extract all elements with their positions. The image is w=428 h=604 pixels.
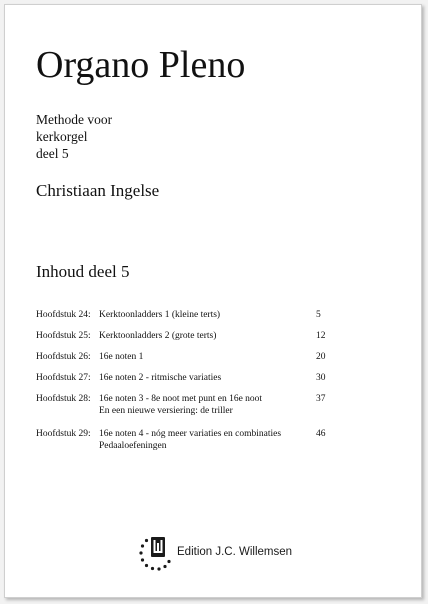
toc-entry (36, 372, 356, 393)
document-page (4, 4, 422, 598)
toc-title (99, 351, 143, 363)
toc-page-number: 46 (316, 429, 326, 439)
toc-title-line: Kerktoonladders 2 (grote terts) (99, 331, 217, 341)
toc-entry (36, 428, 356, 454)
toc-chapter: Hoofdstuk 29: (36, 429, 91, 439)
toc-title-line: 16e noten 3 - 8e noot met punt en 16e noot (99, 394, 263, 404)
publisher-imprint (135, 533, 335, 573)
subtitle-line: deel 5 (36, 146, 69, 161)
toc-title (99, 309, 220, 321)
toc-title (99, 330, 216, 342)
toc-entry (36, 393, 356, 428)
toc-title-line: Pedaaloefeningen (99, 441, 167, 451)
toc-chapter: Hoofdstuk 26: (36, 352, 91, 362)
toc-chapter: Hoofdstuk 28: (36, 394, 91, 404)
document-title: Organo Pleno (36, 44, 246, 86)
toc-title (99, 393, 262, 417)
toc-page-number: 12 (316, 331, 326, 341)
willemsen-star-logo-icon (135, 533, 175, 573)
toc-page-number: 37 (316, 394, 326, 404)
toc-heading: Inhoud deel 5 (36, 262, 130, 281)
toc-title (99, 372, 221, 384)
toc-chapter: Hoofdstuk 24: (36, 310, 91, 320)
subtitle-line: kerkorgel (36, 129, 88, 144)
toc-page-number: 20 (316, 352, 326, 362)
toc-entry (36, 330, 356, 351)
toc-entry (36, 309, 356, 330)
toc-title-line: 16e noten 2 - ritmische variaties (99, 373, 222, 383)
toc-title-line: 16e noten 4 - nóg meer variaties en combinaties (99, 429, 282, 439)
toc-page-number: 30 (316, 373, 326, 383)
publisher-name: Edition J.C. Willemsen (177, 546, 293, 558)
toc-title-line: 16e noten 1 (99, 352, 144, 362)
toc-chapter: Hoofdstuk 27: (36, 373, 91, 383)
toc-title (99, 428, 281, 452)
toc-title-line: En een nieuwe versiering: de triller (99, 406, 233, 416)
subtitle-line: Methode voor (36, 112, 113, 127)
table-of-contents (36, 309, 356, 454)
subtitle (36, 111, 112, 162)
toc-chapter: Hoofdstuk 25: (36, 331, 91, 341)
toc-title-line: Kerktoonladders 1 (kleine terts) (99, 310, 221, 320)
toc-entry (36, 351, 356, 372)
author-name: Christiaan Ingelse (36, 181, 160, 200)
toc-page-number: 5 (316, 310, 321, 320)
